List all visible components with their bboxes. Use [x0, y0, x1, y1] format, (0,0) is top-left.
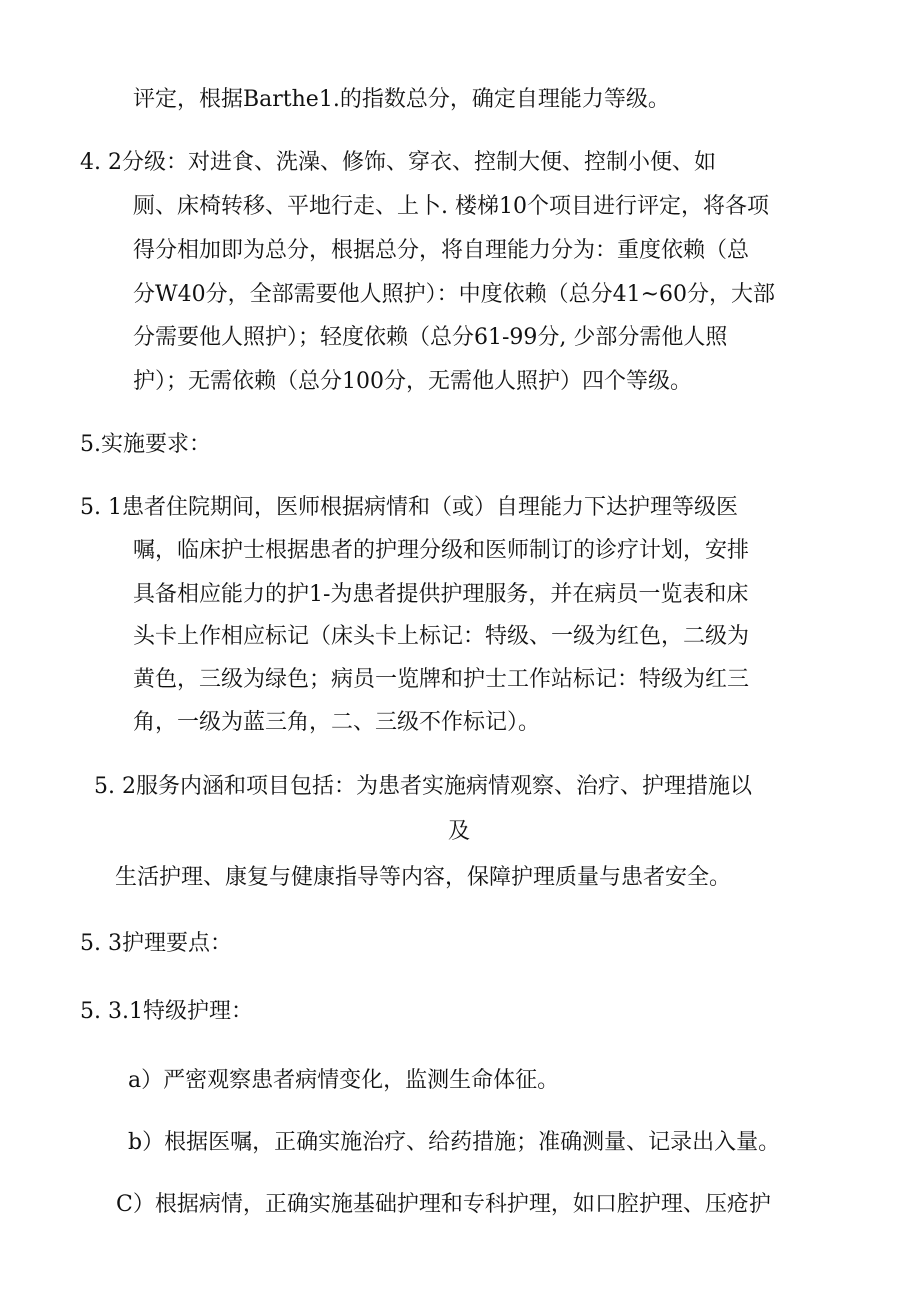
intro-line-1: 评定，根据Barthe1.的指数总分，确定自理能力等级。 — [133, 87, 670, 112]
list-item-a: a）严密观察患者病情变化，监测生命体征。 — [128, 1068, 560, 1093]
section-5-1-line-6: 角，一级为蓝三角，二、三级不作标记）。 — [133, 710, 541, 735]
section-5-2-line-1: 5. 2服务内涵和项目包括：为患者实施病情观察、治疗、护理措施以 — [94, 774, 752, 799]
list-item-c: C）根据病情，正确实施基础护理和专科护理，如口腔护理、压疮护 — [116, 1192, 771, 1217]
section-5-1-line-1: 5. 1患者住院期间，医师根据病情和（或）自理能力下达护理等级医 — [80, 495, 738, 520]
section-5-3-heading: 5. 3护理要点： — [80, 931, 232, 956]
section-5-3-1-heading: 5. 3.1特级护理： — [80, 999, 253, 1024]
section-4-2-line-2: 厕、床椅转移、平地行走、上卜. 楼梯10个项目进行评定，将各项 — [133, 194, 769, 219]
section-5-1-line-2: 嘱，临床护士根据患者的护理分级和医师制订的诊疗计划，安排 — [133, 538, 750, 563]
section-4-2-line-5: 分需要他人照护）；轻度依赖（总分61-99分, 少部分需他人照 — [133, 325, 728, 350]
section-4-2-line-1: 4. 2分级：对进食、洗澡、修饰、穿衣、控制大便、控制小便、如 — [80, 150, 716, 175]
section-4-2-line-4: 分W40分，全部需要他人照护）：中度依赖（总分41~60分，大部 — [133, 282, 776, 307]
section-5-1-line-5: 黄色，三级为绿色；病员一览牌和护士工作站标记：特级为红三 — [133, 667, 750, 692]
section-4-2-line-3: 得分相加即为总分，根据总分，将自理能力分为：重度依赖（总 — [133, 238, 750, 263]
list-item-b: b）根据医嘱，正确实施治疗、给药措施；准确测量、记录出入量。 — [128, 1130, 781, 1155]
section-5-2-line-2: 及 — [448, 819, 471, 844]
section-4-2-line-6: 护）；无需依赖（总分100分，无需他人照护）四个等级。 — [133, 369, 692, 394]
section-5-1-line-3: 具备相应能力的护1-为患者提供护理服务，并在病员一览表和床 — [133, 582, 749, 607]
section-5-heading: 5.实施要求： — [80, 432, 211, 457]
section-5-2-line-3: 生活护理、康复与健康指导等内容，保障护理质量与患者安全。 — [115, 865, 732, 890]
section-5-1-line-4: 头卡上作相应标记（床头卡上标记：特级、一级为红色，二级为 — [133, 624, 750, 649]
